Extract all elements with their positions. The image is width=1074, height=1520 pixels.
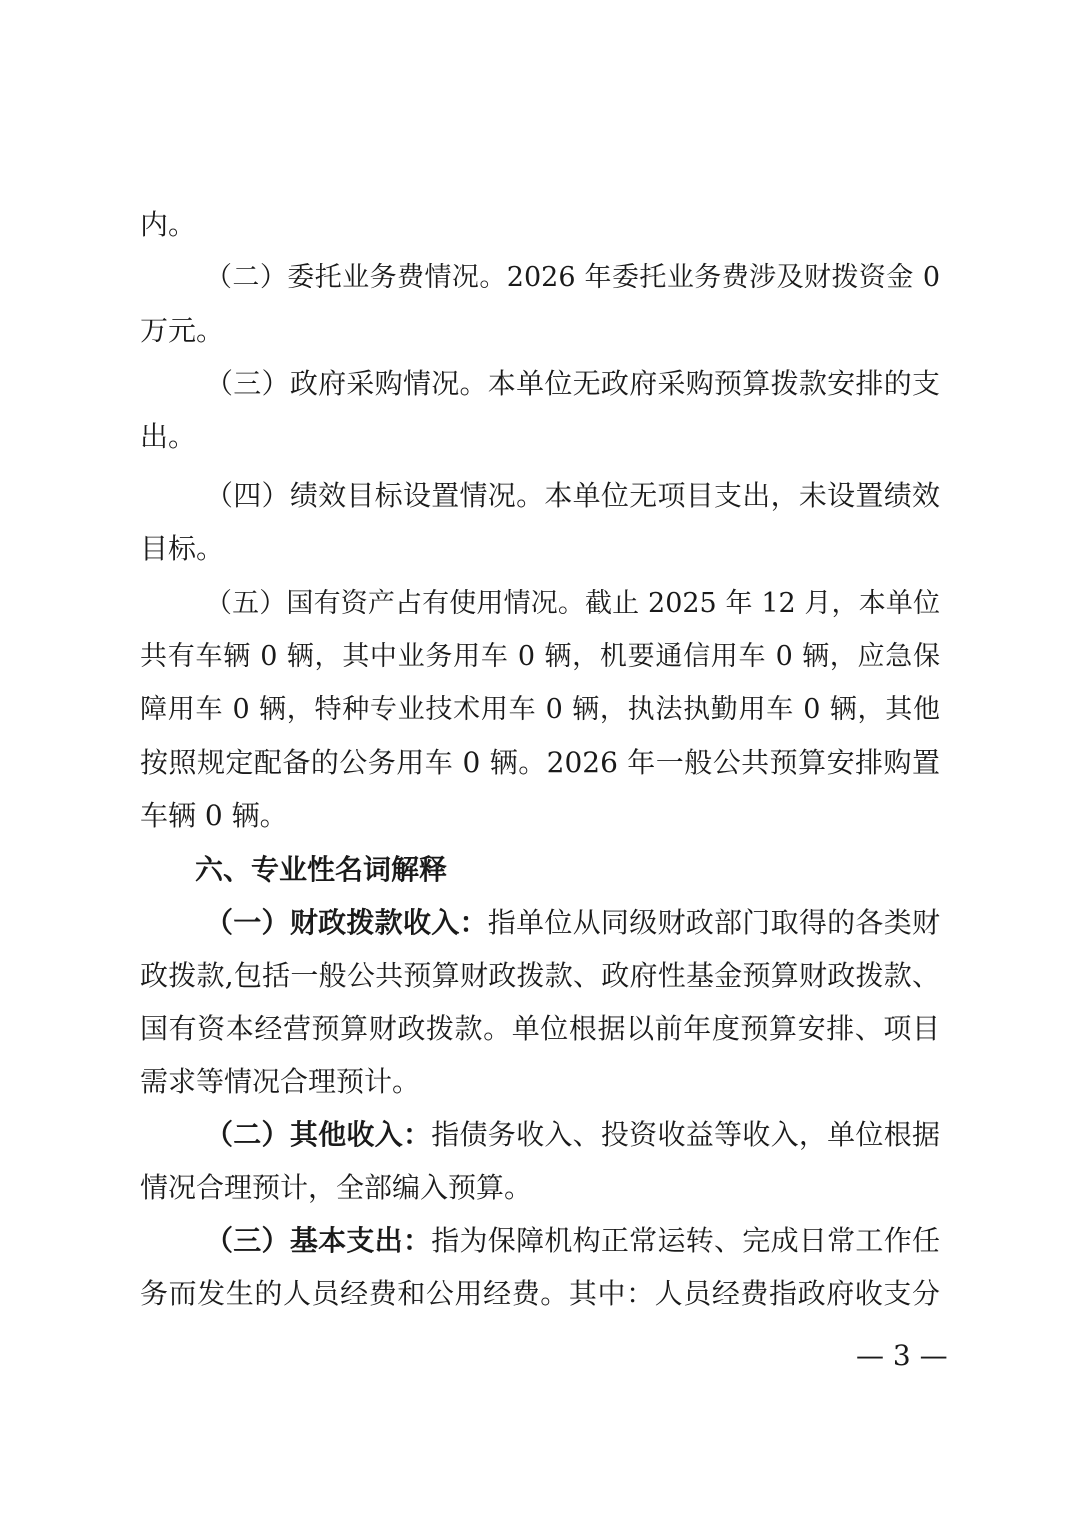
text-line-commissioned-fees: （二）委托业务费情况。2026 年委托业务费涉及财拨资金 0 xyxy=(205,262,940,293)
term-text: 指单位从同级财政部门取得的各类财 xyxy=(487,906,940,939)
text-line: 目标。 xyxy=(140,532,225,565)
text-line: 政拨款,包括一般公共预算财政拨款、政府性基金预算财政拨款、 xyxy=(140,959,940,992)
text-line-procurement: （三）政府采购情况。本单位无政府采购预算拨款安排的支 xyxy=(205,367,940,400)
term-line-basic-expenditure xyxy=(205,1221,940,1261)
text-line: 按照规定配备的公务用车 0 辆。2026 年一般公共预算安排购置 xyxy=(140,746,940,779)
text-line: 车辆 0 辆。 xyxy=(140,799,288,832)
text-line: 务而发生的人员经费和公用经费。其中：人员经费指政府收支分 xyxy=(140,1277,940,1310)
term-label: （一）财政拨款收入： xyxy=(205,906,488,939)
text-line: 内。 xyxy=(140,208,197,241)
text-line: 情况合理预计，全部编入预算。 xyxy=(140,1171,533,1204)
text-line: 出。 xyxy=(140,420,197,453)
term-line-other-income xyxy=(205,1115,940,1155)
text-line: 国有资本经营预算财政拨款。单位根据以前年度预算安排、项目 xyxy=(140,1012,940,1045)
term-text: 指为保障机构正常运转、完成日常工作任 xyxy=(431,1224,940,1257)
term-label: （三）基本支出： xyxy=(205,1224,432,1257)
page-number: — 3 — xyxy=(856,1339,948,1372)
term-text: 指债务收入、投资收益等收入，单位根据 xyxy=(431,1118,940,1151)
section-heading: 六、专业性名词解释 xyxy=(195,853,448,886)
text-line: 障用车 0 辆，特种专业技术用车 0 辆，执法执勤用车 0 辆，其他 xyxy=(140,694,940,725)
text-line: 需求等情况合理预计。 xyxy=(140,1065,421,1098)
term-label: （二）其他收入： xyxy=(205,1118,432,1151)
text-line-state-assets: （五）国有资产占有使用情况。截止 2025 年 12 月，本单位 xyxy=(205,588,940,619)
term-line-fiscal-appropriation xyxy=(205,903,940,943)
text-line: 共有车辆 0 辆，其中业务用车 0 辆，机要通信用车 0 辆，应急保 xyxy=(140,641,940,672)
text-line: 万元。 xyxy=(140,314,225,347)
text-line-performance-goals: （四）绩效目标设置情况。本单位无项目支出，未设置绩效 xyxy=(205,479,940,512)
